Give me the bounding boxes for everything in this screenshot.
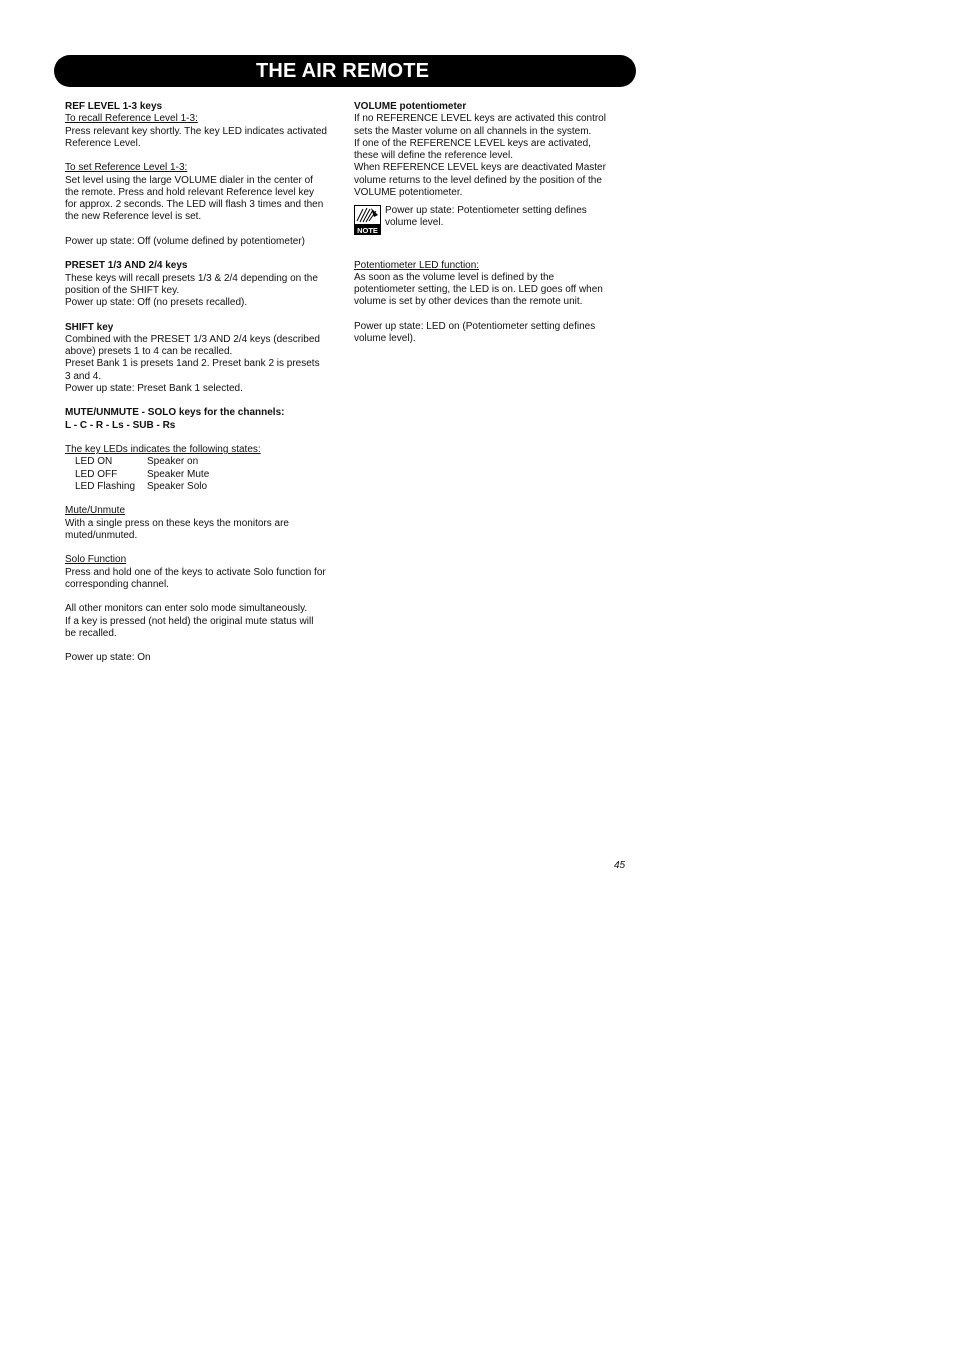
text-line: Combined with the PRESET 1/3 AND 2/4 keys (described: [65, 333, 320, 345]
right-column: [354, 101, 622, 345]
text-line: volume level).: [354, 333, 416, 344]
left-column: [65, 101, 341, 665]
page-title: THE AIR REMOTE: [256, 60, 430, 82]
text-line: Press relevant key shortly. The key LED indicates activated: [65, 125, 327, 137]
page-number: 45: [614, 860, 626, 871]
text-line: Power up state: Preset Bank 1 selected.: [65, 382, 243, 394]
text-line: Preset Bank 1 is presets 1and 2. Preset bank 2 is presets: [65, 358, 320, 370]
volume-heading: VOLUME potentiometer: [354, 101, 467, 112]
led-state: LED Flashing: [75, 480, 136, 492]
recall-subheading: To recall Reference Level 1-3:: [65, 113, 198, 125]
text-line: position of the SHIFT key.: [65, 284, 180, 296]
text-line: the remote. Press and hold relevant Reference level key: [65, 186, 315, 198]
power-up-state: Power up state: Off (volume defined by potentiometer): [65, 235, 305, 247]
preset-heading: PRESET 1/3 AND 2/4 keys: [65, 260, 188, 272]
preset-section: [65, 260, 341, 309]
text-line: sets the Master volume on all channels in the system.: [354, 125, 592, 137]
power-up-state: Power up state: On: [65, 652, 151, 664]
led-state-row: [75, 456, 341, 468]
text-line: corresponding channel.: [65, 578, 169, 590]
note-icon: [354, 205, 381, 235]
text-line: Press and hold one of the keys to activate Solo function for: [65, 566, 326, 578]
mute-heading: MUTE/UNMUTE - SOLO keys for the channels:: [65, 407, 285, 419]
text-line: If a key is pressed (not held) the original mute status will: [65, 615, 314, 627]
ref-level-section: [65, 101, 341, 248]
text-line: As soon as the volume level is defined by the: [354, 271, 555, 283]
led-state: LED ON: [75, 456, 113, 468]
text-line: When REFERENCE LEVEL keys are deactivated Master: [354, 162, 606, 174]
text-line: Reference Level.: [65, 137, 141, 149]
volume-section: [354, 101, 622, 199]
led-state-row: [75, 481, 341, 493]
note-icon-label: NOTE: [357, 226, 378, 235]
led-state-row: [75, 469, 341, 481]
text-line: volume is set by other devices than the remote unit.: [354, 296, 583, 308]
text-line: these will define the reference level.: [354, 150, 513, 161]
shift-heading: SHIFT key: [65, 321, 114, 333]
led-meaning: Speaker Solo: [147, 480, 208, 492]
text-line: the new Reference level is set.: [65, 211, 202, 223]
note-text: [385, 205, 622, 230]
shift-section: [65, 322, 341, 396]
text-line: If one of the REFERENCE LEVEL keys are activated,: [354, 137, 591, 149]
text-line: Power up state: Potentiometer setting defines: [385, 205, 587, 216]
channel-list: L - C - R - Ls - SUB - Rs: [65, 419, 176, 431]
text-line: volume level.: [385, 217, 444, 229]
text-line: VOLUME potentiometer.: [354, 186, 463, 198]
power-up-state: Power up state: LED on (Potentiometer setting defines: [354, 320, 596, 332]
mute-solo-section: [65, 407, 341, 664]
solo-function-heading: Solo Function: [65, 554, 127, 566]
text-line: Set level using the large VOLUME dialer in the center of: [65, 174, 313, 186]
text-line: volume returns to the level defined by the position of the: [354, 174, 602, 186]
text-line: be recalled.: [65, 627, 117, 639]
led-meaning: Speaker Mute: [147, 468, 210, 480]
led-function-heading: Potentiometer LED function:: [354, 259, 480, 271]
led-state: LED OFF: [75, 468, 118, 480]
text-line: All other monitors can enter solo mode simultaneously.: [65, 603, 308, 615]
led-state-table: [75, 456, 341, 493]
text-line: potentiometer setting, the LED is on. LED goes off when: [354, 284, 603, 295]
title-banner: [54, 55, 636, 87]
text-line: Power up state: Off (no presets recalled).: [65, 297, 248, 308]
text-line: 3 and 4.: [65, 370, 102, 382]
ref-level-heading: REF LEVEL 1-3 keys: [65, 101, 163, 112]
led-meaning: Speaker on: [147, 456, 199, 468]
led-function-section: [354, 260, 622, 346]
text-line: With a single press on these keys the monitors are: [65, 517, 289, 529]
led-states-heading: The key LEDs indicates the following states:: [65, 444, 261, 455]
text-line: If no REFERENCE LEVEL keys are activated this control: [354, 113, 606, 125]
text-line: for approx. 2 seconds. The LED will flash 3 times and then: [65, 199, 324, 210]
mute-unmute-heading: Mute/Unmute: [65, 505, 126, 517]
text-line: above) presets 1 to 4 can be recalled.: [65, 346, 233, 357]
text-line: These keys will recall presets 1/3 & 2/4 depending on the: [65, 272, 318, 284]
note-block: [354, 205, 622, 235]
text-line: muted/unmuted.: [65, 529, 138, 541]
set-subheading: To set Reference Level 1-3:: [65, 162, 188, 174]
